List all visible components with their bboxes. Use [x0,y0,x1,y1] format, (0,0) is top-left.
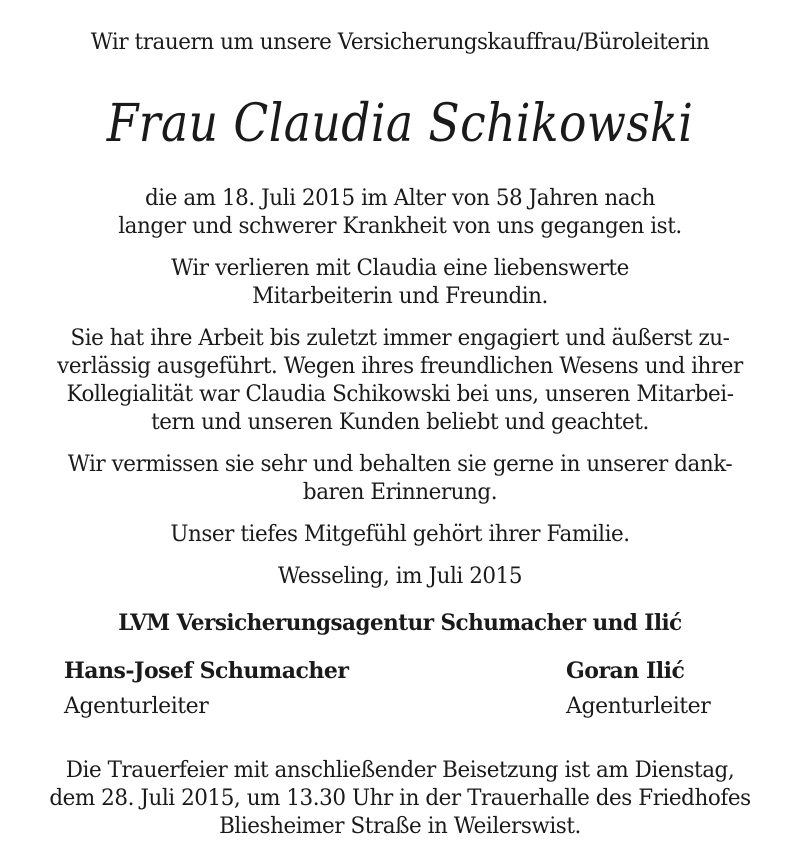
paragraph-line: tern und unseren Kunden beliebt und geachtet. [151,410,649,435]
signer-name-left: Hans-Josef Schumacher [64,658,349,684]
paragraph-line: Sie hat ihre Arbeit bis zuletzt immer engagiert und äußerst zu- [70,326,730,351]
company-name: LVM Versicherungsagentur Schumacher und Ilić [118,610,682,636]
paragraph-line: Wir vermissen sie sehr und behalten sie gerne in unserer dank- [67,452,733,477]
funeral-line: Die Trauerfeier mit anschließender Beisetzung ist am Dienstag, [65,758,735,783]
signer-name-right: Goran Ilić [566,658,685,684]
paragraph-line: baren Erinnerung. [302,480,498,505]
signer-role-left: Agenturleiter [64,694,209,719]
funeral-line: Bliesheimer Straße in Weilerswist. [219,814,581,839]
paragraph-line: verlässig ausgeführt. Wegen ihres freundlichen Wesens und ihrer [57,354,743,379]
intro-line: Wir trauern um unsere Versicherungskauffrau/Büroleiterin [90,30,710,55]
paragraph-line: Mitarbeiterin und Freundin. [252,284,548,309]
paragraph-line: die am 18. Juli 2015 im Alter von 58 Jahren nach [144,186,656,211]
funeral-line: dem 28. Juli 2015, um 13.30 Uhr in der Trauerhalle des Friedhofes [49,786,751,811]
paragraph-line: Kollegialität war Claudia Schikowski bei uns, unseren Mitarbei- [66,382,734,407]
paragraph-line: Wir verlieren mit Claudia eine liebenswerte [171,256,629,281]
signer-role-right: Agenturleiter [566,694,711,719]
deceased-name-title: Frau Claudia Schikowski [106,94,694,154]
place-date: Wesseling, im Juli 2015 [277,564,523,589]
paragraph-line: langer und schwerer Krankheit von uns gegangen ist. [118,214,682,239]
condolence-line: Unser tiefes Mitgefühl gehört ihrer Familie. [170,522,630,547]
